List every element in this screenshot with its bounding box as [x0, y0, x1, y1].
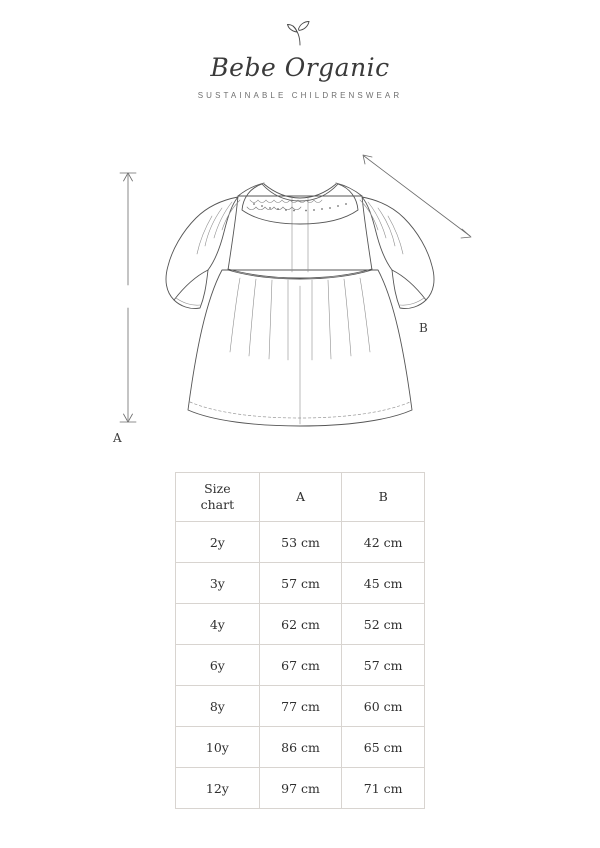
- cell-a: 57 cm: [259, 563, 342, 604]
- dress-illustration: [0, 140, 600, 460]
- cell-b: 65 cm: [342, 727, 425, 768]
- cell-size: 6y: [176, 645, 260, 686]
- table-row: [176, 686, 425, 727]
- cell-b: 45 cm: [342, 563, 425, 604]
- brand-header: [0, 18, 600, 100]
- measure-line-a: [120, 173, 136, 422]
- cell-size: 8y: [176, 686, 260, 727]
- cell-size: 4y: [176, 604, 260, 645]
- table-row: [176, 604, 425, 645]
- cell-size: 12y: [176, 768, 260, 809]
- header-size-line2: chart: [200, 497, 235, 512]
- leaf-sprig-icon: [283, 18, 317, 48]
- table-row: [176, 727, 425, 768]
- table-row: [176, 522, 425, 563]
- cell-a: 77 cm: [259, 686, 342, 727]
- cell-a: 97 cm: [259, 768, 342, 809]
- cell-a: 62 cm: [259, 604, 342, 645]
- cell-b: 60 cm: [342, 686, 425, 727]
- brand-tagline: SUSTAINABLE CHILDRENSWEAR: [197, 90, 403, 100]
- cell-b: 71 cm: [342, 768, 425, 809]
- table-row: [176, 563, 425, 604]
- dress-technical-drawing-svg: [0, 140, 600, 460]
- dimension-label-b: B: [419, 321, 428, 335]
- cell-size: 3y: [176, 563, 260, 604]
- cell-b: 52 cm: [342, 604, 425, 645]
- cell-size: 2y: [176, 522, 260, 563]
- size-chart-table: [175, 472, 425, 809]
- cell-a: 86 cm: [259, 727, 342, 768]
- cell-size: 10y: [176, 727, 260, 768]
- dimension-label-a: A: [113, 431, 122, 445]
- header-size-line1: Size: [204, 481, 231, 497]
- cell-a: 67 cm: [259, 645, 342, 686]
- cell-b: 42 cm: [342, 522, 425, 563]
- measure-line-b: [363, 155, 471, 238]
- table-row: [176, 645, 425, 686]
- table-header-row: [176, 473, 425, 522]
- brand-name: Bebe Organic: [210, 53, 390, 82]
- header-measure-b: B: [342, 473, 425, 522]
- header-size-chart: [176, 473, 260, 522]
- table-row: [176, 768, 425, 809]
- header-measure-a: A: [259, 473, 342, 522]
- cell-a: 53 cm: [259, 522, 342, 563]
- cell-b: 57 cm: [342, 645, 425, 686]
